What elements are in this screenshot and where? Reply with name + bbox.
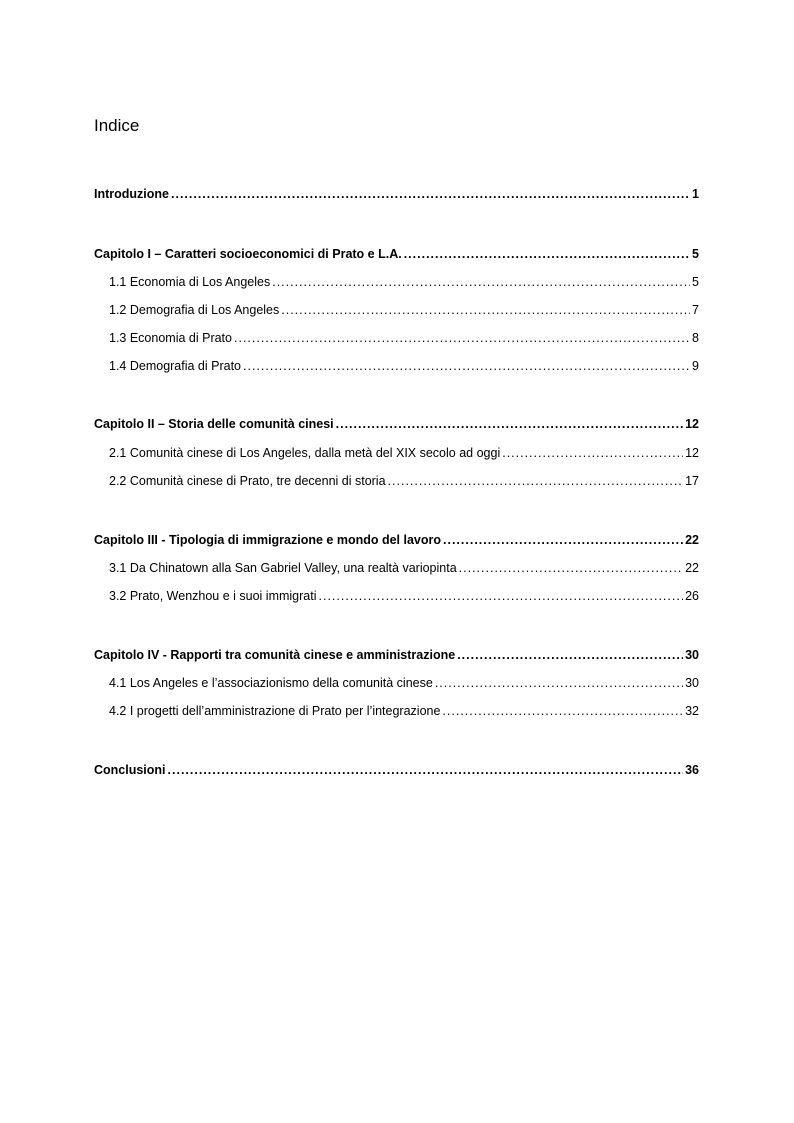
toc-entry-label: 2.1 Comunità cinese di Los Angeles, dalla metà del XIX secolo ad oggi [109,446,501,460]
toc-entry-label: Capitolo IV - Rapporti tra comunità cinese e amministrazione [94,648,456,662]
toc-entry-section-3-2[interactable] [109,588,699,604]
toc-entry-label: 3.1 Da Chinatown alla San Gabriel Valley, una realtà variopinta [109,561,457,575]
toc-entry-section-4-2[interactable] [109,703,699,719]
toc-page-number: 7 [692,303,699,317]
toc-entry-label: 1.3 Economia di Prato [109,331,232,345]
toc-page-number: 9 [692,359,699,373]
toc-entry-label: Capitolo III - Tipologia di immigrazione e mondo del lavoro [94,533,442,547]
toc-dot-leader [336,416,683,432]
toc-entry-conclusioni[interactable] [94,762,699,778]
toc-dot-leader [272,274,690,290]
toc-page-number: 22 [685,561,699,575]
toc-page-number: 36 [685,763,699,777]
toc-page-number: 8 [692,331,699,345]
toc-dot-leader [502,445,683,461]
toc-page-number: 26 [685,589,699,603]
toc-entry-label: Conclusioni [94,763,166,777]
toc-page-number: 17 [685,474,699,488]
toc-entry-section-1-3[interactable] [109,330,699,346]
toc-dot-leader [281,302,690,318]
toc-entry-label: Capitolo II – Storia delle comunità cinesi [94,417,334,431]
toc-entry-section-3-1[interactable] [109,560,699,576]
toc-dot-leader [168,762,684,778]
toc-entry-capitolo-1[interactable] [94,246,699,262]
toc-entry-section-4-1[interactable] [109,675,699,691]
toc-dot-leader [404,246,690,262]
toc-page-number: 5 [692,275,699,289]
toc-dot-leader [243,358,690,374]
toc-entry-label: 1.2 Demografia di Los Angeles [109,303,280,317]
toc-page-number: 30 [685,648,699,662]
toc-page-number: 12 [685,446,699,460]
toc-entry-capitolo-2[interactable] [94,416,699,432]
toc-page-number: 32 [685,704,699,718]
toc-entry-label: Introduzione [94,187,169,201]
toc-entry-section-2-2[interactable] [109,473,699,489]
toc-page-number: 1 [692,187,699,201]
toc-entry-capitolo-4[interactable] [94,647,699,663]
toc-entry-section-1-2[interactable] [109,302,699,318]
toc-page-number: 12 [685,417,699,431]
toc-entry-label: 3.2 Prato, Wenzhou e i suoi immigrati [109,589,317,603]
toc-entry-label: 2.2 Comunità cinese di Prato, tre decenni di storia [109,474,386,488]
toc-entry-section-1-4[interactable] [109,358,699,374]
toc-entry-label: Capitolo I – Caratteri socioeconomici di Prato e L.A. [94,247,402,261]
toc-entry-introduzione[interactable] [94,186,699,202]
toc-entry-label: 4.1 Los Angeles e l’associazionismo della comunità cinese [109,676,433,690]
toc-dot-leader [435,675,683,691]
toc-entry-capitolo-3[interactable] [94,532,699,548]
toc-page-number: 22 [685,533,699,547]
toc-dot-leader [459,560,683,576]
toc-entry-section-2-1[interactable] [109,445,699,461]
toc-dot-leader [234,330,690,346]
toc-dot-leader [319,588,684,604]
toc-entry-section-1-1[interactable] [109,274,699,290]
toc-dot-leader [443,532,683,548]
toc-dot-leader [171,186,690,202]
page-title: Indice [94,116,140,135]
toc-page-number: 5 [692,247,699,261]
toc-entry-label: 1.4 Demografia di Prato [109,359,242,373]
toc-entry-label: 4.2 I progetti dell’amministrazione di Prato per l’integrazione [109,704,441,718]
toc-entry-label: 1.1 Economia di Los Angeles [109,275,271,289]
toc-page-number: 30 [685,676,699,690]
toc-dot-leader [457,647,683,663]
toc-dot-leader [442,703,683,719]
toc-dot-leader [388,473,684,489]
